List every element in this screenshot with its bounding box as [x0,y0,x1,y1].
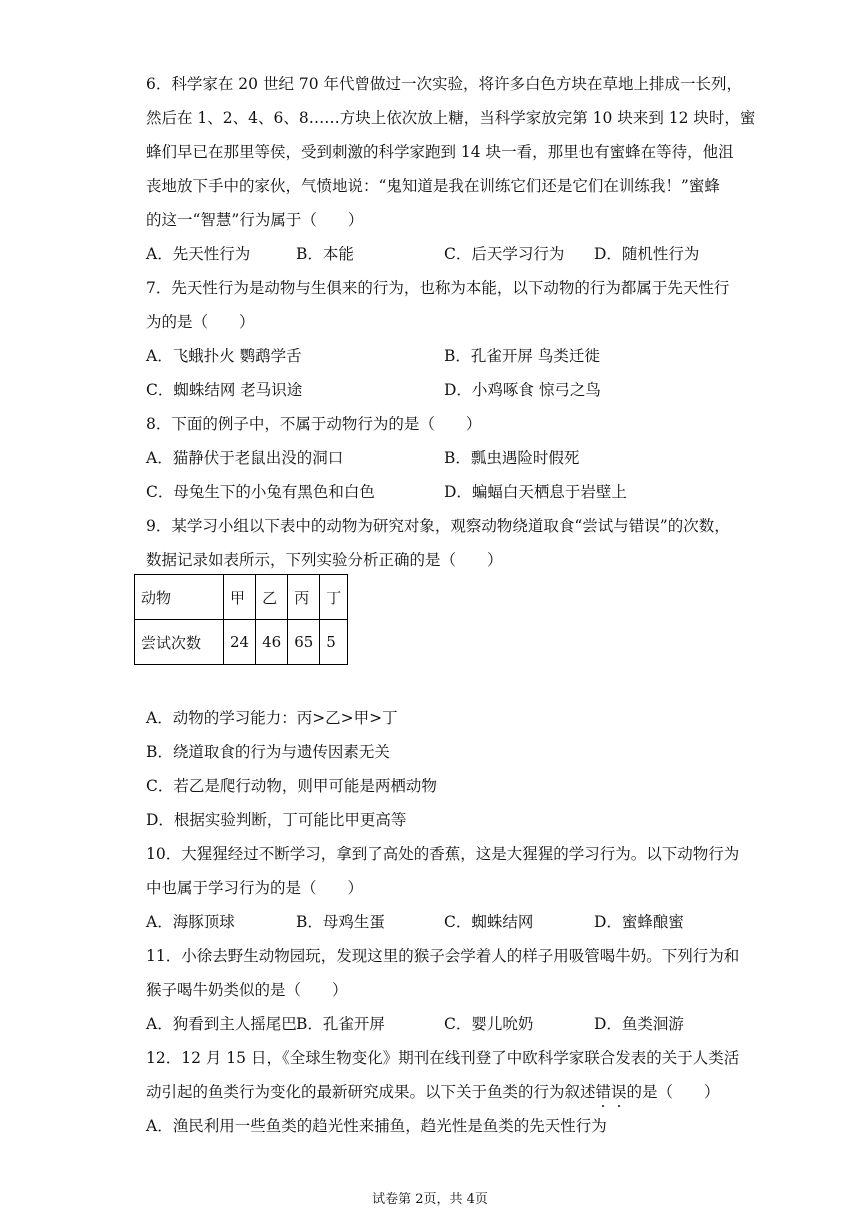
q9-option-a: A．动物的学习能力：丙>乙>甲>丁 [146,709,398,727]
page-footer: 试卷第 2页，共 4页 [372,1192,488,1207]
q6-line-1: 6．科学家在 20 世纪 70 年代曾做过一次实验，将许多白色方块在草地上排成一长列， [146,75,743,93]
q12-line-2-tail: 的是（ ） [626,1083,720,1101]
table-cell: 24 [224,620,256,665]
q10-option-b: B．母鸡生蛋 [296,913,385,931]
table-cell: 46 [256,620,288,665]
q8-option-b: B．瓢虫遇险时假死 [444,449,580,467]
table-header-cell: 动物 [135,575,224,620]
q9-line-1: 9．某学习小组以下表中的动物为研究对象，观察动物绕道取食“尝试与错误”的次数， [146,517,730,535]
emphasis-char: 误 [611,1083,627,1101]
q10-option-d: D．蜜蜂酿蜜 [594,913,684,931]
q9-option-c: C．若乙是爬行动物，则甲可能是两栖动物 [146,777,437,795]
table-header-cell: 丁 [320,575,348,620]
table-row [135,620,348,665]
q10-line-2: 中也属于学习行为的是（ ） [146,879,364,897]
table-row [135,575,348,620]
q9-option-b: B．绕道取食的行为与遗传因素无关 [146,743,390,761]
q7-line-2: 为的是（ ） [146,313,255,331]
q11-line-1: 11．小徐去野生动物园玩，发现这里的猴子会学着人的样子用吸管喝牛奶。下列行为和 [146,947,740,965]
table-cell: 65 [288,620,320,665]
table-header-cell: 甲 [224,575,256,620]
q6-option-d: D．随机性行为 [594,245,700,263]
q8-option-a: A．猫静伏于老鼠出没的洞口 [146,449,344,467]
q11-line-2: 猴子喝牛奶类似的是（ ） [146,981,348,999]
table-cell: 尝试次数 [135,620,224,665]
q10-option-c: C．蜘蛛结网 [444,913,534,931]
q7-option-c: C．蜘蛛结网 老马识途 [146,381,303,399]
q11-option-b: B．孔雀开屏 [296,1015,385,1033]
q10-line-1: 10．大猩猩经过不断学习，拿到了高处的香蕉，这是大猩猩的学习行为。以下动物行为 [146,845,740,863]
table-header-cell: 丙 [288,575,320,620]
q9-option-d: D．根据实验判断，丁可能比甲更高等 [146,811,407,829]
q8-line-1: 8．下面的例子中，不属于动物行为的是（ ） [146,415,482,433]
q12-emphasis [596,1083,627,1101]
q6-line-4: 丧地放下手中的家伙，气愤地说：“鬼知道是我在训练它们还是它们在训练我！”蜜蜂 [146,177,720,195]
attempts-table [134,574,348,665]
q8-option-d: D．蝙蝠白天栖息于岩壁上 [444,483,627,501]
q8-option-c: C．母兔生下的小兔有黑色和白色 [146,483,375,501]
q12-option-a: A．渔民利用一些鱼类的趋光性来捕鱼，趋光性是鱼类的先天性行为 [146,1117,607,1135]
q6-line-5: 的这一“智慧”行为属于（ ） [146,211,364,229]
emphasis-char: 错 [595,1083,612,1101]
table-cell: 5 [320,620,348,665]
q6-line-2: 然后在 1、2、4、6、8……方块上依次放上糖，当科学家放完第 10 块来到 12 块时，蜜 [146,109,756,127]
q12-line-2 [146,1080,720,1102]
table-header-cell: 乙 [256,575,288,620]
q10-option-a: A．海豚顶球 [146,913,235,931]
q7-option-a: A．飞蛾扑火 鹦鹉学舌 [146,347,302,365]
q9-line-2: 数据记录如表所示，下列实验分析正确的是（ ） [146,551,503,569]
q12-line-1: 12．12 月 15 日，《全球生物变化》期刊在线刊登了中欧科学家联合发表的关于人类活 [146,1049,740,1067]
q11-option-d: D．鱼类洄游 [594,1015,684,1033]
q6-option-c: C．后天学习行为 [444,245,565,263]
q7-line-1: 7．先天性行为是动物与生俱来的行为，也称为本能，以下动物的行为都属于先天性行 [146,279,730,297]
q6-line-3: 蜂们早已在那里等侯，受到刺激的科学家跑到 14 块一看，那里也有蜜蜂在等待，他沮 [146,143,734,161]
q6-option-b: B．本能 [296,245,354,263]
q11-option-c: C．婴儿吮奶 [444,1015,534,1033]
q6-option-a: A．先天性行为 [146,245,251,263]
q7-option-d: D．小鸡啄食 惊弓之鸟 [444,381,601,399]
q7-option-b: B．孔雀开屏 鸟类迁徙 [444,347,600,365]
q11-option-a: A．狗看到主人摇尾巴 [146,1015,297,1033]
q12-line-2-text: 动引起的鱼类行为变化的最新研究成果。以下关于鱼类的行为叙述 [146,1083,596,1101]
